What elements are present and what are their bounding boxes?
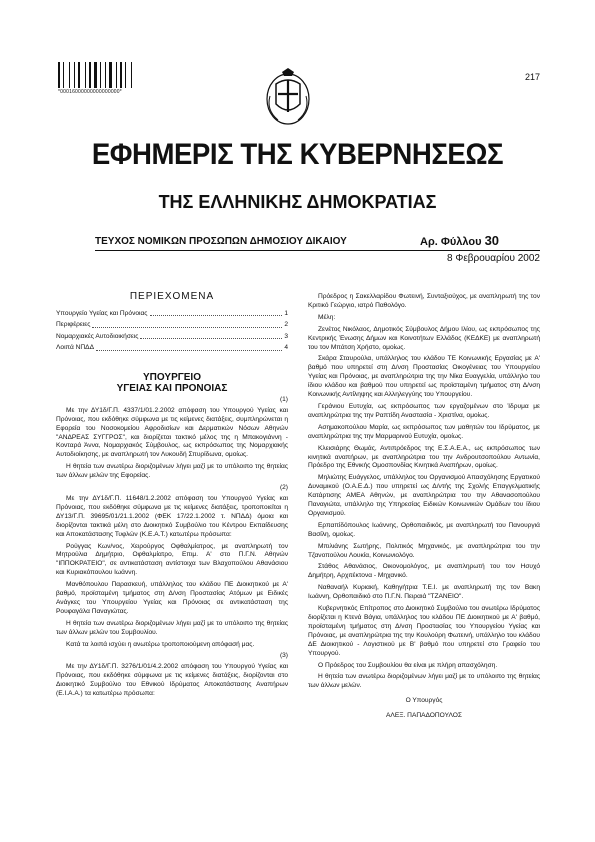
barcode-bar: [87, 62, 88, 88]
barcode-bar: [61, 62, 62, 88]
barcode-bar: [131, 62, 132, 88]
paragraph: Μηλιώτης Ευάγγελος, υπάλληλος του Οργανισμού Απασχόλησης Εργατικού Δυναμικού (Ο.Α.Ε.Δ.) που υπηρετεί ως Δ/ντής της Σχολής Επαγγελματικής Κατάρτισης ΑΜΕΑ Αθηνών, με αναπληρώτρια του την Αθανασοπούλου Παναγιώτα, υπάλληλο της Υπηρεσίας Ειδικών Κοινωνικών Ομάδων του ίδιου Οργανισμού.: [308, 474, 540, 517]
right-column: [308, 293, 540, 721]
barcode-bar: [100, 62, 101, 88]
toc-item[interactable]: [56, 308, 288, 320]
barcode-number: *00016000000000000000*: [58, 89, 122, 95]
barcode-bar: [69, 62, 70, 88]
sheet-number: [420, 233, 499, 248]
paragraph: Ζενέτος Νικόλαος, Δημοτικός Σύμβουλος Δήμου Ιλίου, ως εκπρόσωπος της Κεντρικής Ένωσης Δήμων και Κοινοτήτων Ελλάδος (ΚΕΔΚΕ) με αναπληρωτή του τον Μπάτση Χρήστο, ομοίως.: [308, 325, 540, 351]
barcode-bar: [120, 62, 122, 88]
paragraph: Ναθαναήλ Κυριακή, Καθηγήτρια Τ.Ε.Ι. με αναπληρωτή της τον Βακη Ιωάννη, Ορθοπαιδικό στο Π.Γ.Ν. Πειραιά "ΤΖΑΝΕΙΟ".: [308, 584, 540, 601]
barcode-bar: [92, 62, 93, 88]
toc-item-label: Νομαρχιακές Αυτοδιοικήσεις: [56, 332, 139, 340]
paragraph: Μέλη:: [318, 313, 336, 321]
signature-name: ΑΛΕΞ. ΠΑΠΑΔΟΠΟΥΛΟΣ: [386, 712, 462, 720]
barcode-bar: [78, 62, 80, 88]
ministry-line2: ΥΓΕΙΑΣ ΚΑΙ ΠΡΟΝΟΙΑΣ: [116, 382, 228, 394]
paragraph: Η θητεία των ανωτέρω διοριζομένων λήγει μαζί με το υπόλοιπο της θητείας των άλλων μελών της Εφορείας.: [56, 463, 288, 480]
barcode-bar: [98, 62, 99, 88]
signature-title: Ο Υπουργός: [405, 697, 443, 705]
coat-of-arms-icon: [262, 66, 314, 128]
section-number: (3): [279, 652, 288, 660]
paragraph: Ασημακοπούλου Μαρία, ως εκπρόσωπος των μαθητών του Ιδρύματος, με αναπληρώτρια της την Μαρμαρινού Ευτυχία, ομοίως.: [308, 423, 540, 440]
toc-item-label: Περιφέρειες: [56, 321, 91, 329]
page-title: ΕΦΗΜΕΡΙΣ ΤΗΣ ΚΥΒΕΡΝΗΣΕΩΣ: [91, 138, 504, 171]
toc-item-page: 3: [284, 332, 288, 340]
paragraph: Γεράνιου Ευτυχία, ως εκπρόσωπος των εργαζομένων στο Ίδρυμα με αναπληρώτρια της την Ραπτίδη Αναστασία - Χριστίνα, ομοίως.: [308, 402, 540, 419]
toc-item-label: Υπουργείο Υγείας και Πρόνοιας: [56, 309, 148, 317]
toc-item-label: Λοιπά ΝΠΔΔ: [56, 344, 94, 352]
issue-date: 8 Φεβρουαρίου 2002: [447, 253, 540, 264]
barcode-bar: [81, 62, 84, 88]
barcode-bar: [63, 62, 64, 88]
paragraph: Με την ΔΥ1δ/Γ.Π. 4337/1/01.2.2002 απόφαση του Υπουργού Υγείας και Πρόνοιας, που εκδόθηκε σύμφωνα με τις κείμενες διατάξεις, συμπληρώνεται η Εφορεία του Νοσοκομείου Αφροδισίων και Δερματικών Νόσων Αθηνών "ΑΝΔΡΕΑΣ ΣΥΓΓΡΟΣ", και διορίζεται τακτικό μέλος της η Μπακογιάννη - Κονταρά Άννα, Νομαρχιακός Σύμβουλος, ως εκπρόσωπος της Νομαρχιακής Αυτοδιοίκησης, με αναπληρωτή τον Λυκουδή Σπυρίδωνα, ομοίως.: [56, 406, 288, 459]
barcode-bar: [116, 62, 117, 88]
barcode-bar: [76, 62, 77, 88]
barcode-bar: [89, 62, 91, 88]
sheet-value: 30: [484, 233, 500, 248]
ministry-line1: ΥΠΟΥΡΓΕΙΟ: [143, 371, 201, 383]
toc-item-page: 4: [284, 344, 288, 352]
toc-item-page: 2: [284, 321, 288, 329]
paragraph: Μανθόπουλου Παρασκευή, υπάλληλος του κλάδου ΠΕ Διοικητικού με Α' βαθμό, προϊσταμένη τμήματος στη Δ/νση Προστασίας Ατόμων με Ειδικές Ανάγκες του Υπουργείου Υγείας και Πρόνοιας σε αντικατάσταση της Ρουφαγάλα Παναγιώτας.: [56, 581, 288, 615]
page-number: 217: [524, 72, 540, 82]
paragraph: Με την ΔΥ1δ/Γ.Π. 11648/1.2.2002 απόφαση του Υπουργού Υγείας και Πρόνοιας, που εκδόθηκε σύμφωνα με τις κείμενες διατάξεις, τροποποιείται η ΔΥ13/Γ.Π. 39695/01/21.1.2002 (ΦΕΚ 17/22.1.2002 τ. ΝΠΔΔ) όμοια και διορίζονται τακτικά μέλη στο Διοικητικό Συμβούλιο του Κέντρου Εκπαίδευσης και Αποκατάστασης Τυφλών (Κ.Ε.Α.Τ.) κατωτέρω πρόσωπα:: [56, 494, 288, 538]
paragraph: Κλεισιάρης Θωμάς, Αντιπρόεδρος της Ε.Σ.Α.Ε.Α., ως εκπρόσωπος των κινητικά αναπήρων, με αναπληρώτρια του την Ανδρουτσοπούλου Αντωνία, Πρόεδρο της Εθνικής Ομοσπονδίας Κινητικά Αναπήρων, ομοίως.: [308, 444, 540, 470]
paragraph: Μπιλιάνης Σωτήρης, Πολιτικός Μηχανικός, με αναπληρώτρια του την Τζανοπούλου Λουκία, Κοινωνιολόγο.: [308, 542, 540, 559]
barcode-bar: [127, 62, 130, 88]
toc-item-page: 1: [284, 309, 288, 317]
header-divider: [95, 250, 540, 251]
barcode-bar: [123, 62, 124, 88]
barcode-bar: [109, 62, 112, 88]
paragraph: Ερπαπίδόπουλος Ιωάννης, Ορθοπαιδικός, με αναπληρωτή του Πανουργιά Βασίλη, ομοίως.: [308, 521, 540, 538]
paragraph: Κατά τα λοιπά ισχύει η ανωτέρω τροποποιούμενη απόφασή μας.: [66, 640, 255, 648]
barcode-bar: [94, 62, 97, 88]
paragraph: Ο Πρόεδρος του Συμβουλίου θα είναι με πλήρη απασχόληση.: [318, 661, 498, 669]
barcode-bar: [133, 62, 135, 88]
left-column: [56, 293, 288, 702]
paragraph: Με την ΔΥ1δ/Γ.Π. 3276/1/01/4.2.2002 απόφαση του Υπουργού Υγείας και Πρόνοιας, που εκδόθηκε σύμφωνα με τις κείμενες διατάξεις, διορίζονται στο Διοικητικό Συμβούλιο του Εθνικού Ιδρύματος Αποκατάστασης Αναπήρων (Ε.Ι.Α.Α.) τα κατωτέρω πρόσωπα:: [56, 663, 288, 698]
barcode-bar: [58, 62, 60, 88]
toc-heading: ΠΕΡΙΕΧΟΜΕΝΑ: [129, 291, 215, 302]
paragraph: Σκάρα Σταυρούλα, υπάλληλος του κλάδου ΤΕ Κοινωνικής Εργασίας με Α' βαθμό που υπηρετεί στη Δ/νση Προστασίας Οικογένειας του Υπουργείου Υγείας και Πρόνοιας, με αναπληρώτρια της την Νίκα Ευαγγελία, υπάλληλο του ίδιου κλάδου και βαθμού που υπηρετεί ως προϊσταμένη τμήματος στη Δ/νση Κοινωνικής Αντίληψης και Αλληλεγγύης του Υπουργείου.: [308, 355, 540, 399]
paragraph: Πρόεδρος η Σακελλαρίδου Φωτεινή, Συνταξιούχος, με αναπληρωτή της τον Κριτικό Γεώργιο, ιατρό Παθολόγο.: [308, 293, 540, 309]
barcode-bar: [85, 62, 86, 88]
section-number: (1): [279, 395, 288, 403]
barcode-bar: [74, 62, 75, 88]
paragraph: Στάθος Αθανάσιος, Οικονομολόγος, με αναπληρωτή του τον Ησυχό Δημήτρη, Αρχιτέκτονα - Μηχανικό.: [308, 563, 540, 580]
issue-type: ΤΕΥΧΟΣ ΝΟΜΙΚΩΝ ΠΡΟΣΩΠΩΝ ΔΗΜΟΣΙΟΥ ΔΙΚΑΙΟΥ: [95, 236, 347, 247]
barcode-bar: [71, 62, 73, 88]
paragraph: Ρούγγας Κων/νος, Χειρούργος Οφθαλμίατρος, με αναπληρωτή τον Μητρούλια Δημήτριο, Οφθαλμίατρο, Επιμ. Α' στο Π.Γ.Ν. Αθηνών "ΙΠΠΟΚΡΑΤΕΙΟ", σε αντικατάσταση αντίστοιχα των Βλαχοπούλου Αθανάσιου και Κυριακόπουλου Ιωάννη.: [56, 542, 288, 577]
ministry-heading: [56, 372, 288, 394]
barcode: [58, 62, 146, 88]
barcode-bar: [105, 62, 106, 88]
toc-item[interactable]: [56, 319, 288, 331]
barcode-bar: [65, 62, 68, 88]
page-subtitle: ΤΗΣ ΕΛΛΗΝΙΚΗΣ ΔΗΜΟΚΡΑΤΙΑΣ: [158, 192, 437, 212]
barcode-bar: [125, 62, 126, 88]
section-number: (2): [279, 484, 288, 492]
barcode-bar: [102, 62, 104, 88]
barcode-bar: [118, 62, 119, 88]
toc-item[interactable]: [56, 342, 288, 354]
sheet-label: Αρ. Φύλλου: [420, 236, 482, 248]
barcode-bar: [107, 62, 108, 88]
paragraph: Η θητεία των ανωτέρω διοριζομένων λήγει μαζί με το υπόλοιπο της θητείας των άλλων μελών του Συμβουλίου.: [56, 619, 288, 636]
toc-item[interactable]: [56, 331, 288, 343]
paragraph: Η θητεία των ανωτέρω διοριζομένων λήγει μαζί με το υπόλοιπο της θητείας των άλλων μελών.: [308, 673, 540, 690]
paragraph: Κυβερνητικός Επίτροπος στο Διοικητικό Συμβούλιο του ανωτέρω Ιδρύματος διορίζεται η Κτενά Βάγια, υπάλληλος του κλάδου ΠΕ Διοικητικού με Α' βαθμό, προϊσταμένη τμήματος στη Δ/νση Προστασίας του Υπουργείου Υγείας και Πρόνοιας, με αναπληρώτρια της την Κουλούρη Φωτεινή, υπάλληλο του κλάδου ΔΕ Διοικητικού - Λογιστικού με Β' βαθμό που υπηρετεί στο Γραφείο του Υπουργού.: [308, 605, 540, 657]
barcode-bar: [113, 62, 115, 88]
